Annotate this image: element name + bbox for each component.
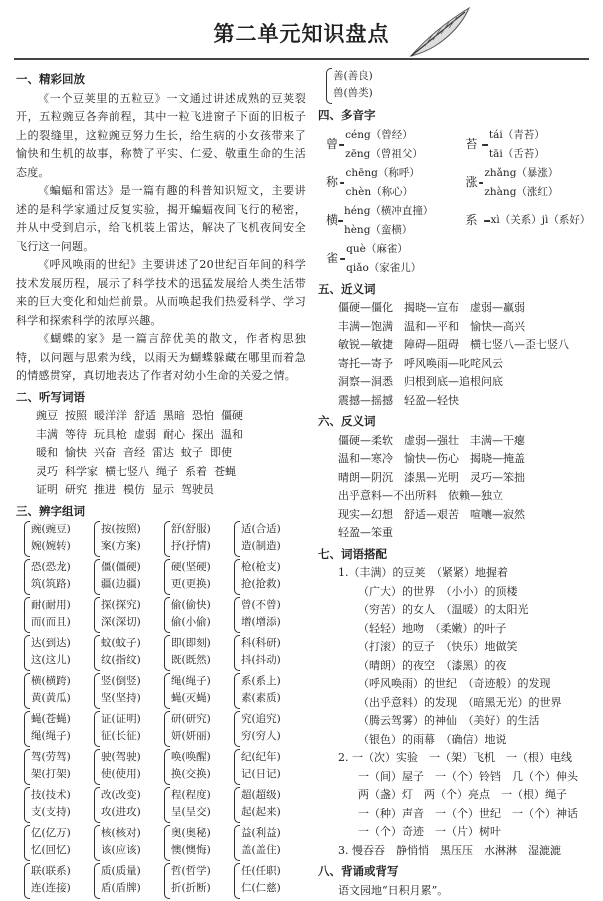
brace — [164, 787, 170, 823]
collocation-line: （穷苦）的女人 （温暖）的太阳光 — [358, 603, 529, 616]
section-heading: 三、辨字组词 — [16, 503, 85, 518]
group-word: 筑(筑路) — [31, 578, 71, 590]
brace — [164, 863, 170, 899]
collocation-line: 2. 一（次）实验 一（架）飞机 一（根）电线 — [338, 751, 572, 764]
vocab-word: 苍蝇 — [214, 464, 236, 478]
brace — [164, 597, 170, 633]
brace — [24, 559, 30, 595]
group-word: 盾(盾牌) — [101, 882, 141, 894]
brace — [484, 220, 490, 222]
character-group — [94, 635, 164, 671]
group-word: 研(研究) — [171, 713, 211, 725]
pinyin-line: tāi（舌苔） — [488, 147, 545, 160]
group-word: 蝇(灭蝇) — [171, 692, 211, 704]
brace — [94, 749, 100, 785]
brace — [94, 521, 100, 557]
group-word: 呈(呈交) — [171, 806, 211, 818]
group-word: 造(制造) — [241, 540, 281, 552]
brace — [340, 182, 345, 184]
recite-text: 语文园地“日积月累”。 — [338, 883, 449, 897]
character-group — [234, 711, 304, 747]
character-group — [326, 68, 593, 104]
collocation-line: （广大）的世界 （小小）的顶楼 — [358, 584, 518, 598]
group-word: 这(这儿) — [31, 654, 71, 666]
group-word: 僵(僵硬) — [101, 561, 141, 573]
collocation-line: （腾云驾雾）的神仙 （美好）的生活 — [358, 714, 540, 727]
polyphone-char: 涨 — [465, 175, 478, 190]
group-word: 妍(妍丽) — [171, 730, 211, 742]
polyphone-row — [318, 164, 593, 202]
vocab-word: 虚弱 — [134, 427, 156, 441]
group-word: 适(合适) — [241, 523, 281, 535]
collocation-line: （出乎意料）的发现 （暗黑无光）的世界 — [358, 695, 562, 709]
brace — [340, 258, 345, 260]
collocation-line: （银色）的雨幕 （确信）地说 — [358, 732, 507, 746]
brace — [234, 521, 240, 557]
collocation-line: 一（间）屋子 一（个）铃铛 几（个）伸头 — [358, 769, 578, 783]
antonym-row: 晴朗—阴沉 漆黑—光明 灵巧—笨拙 — [338, 470, 525, 484]
collocation-line: 一（个）奇迹 一（片）树叶 — [358, 825, 501, 838]
character-group — [234, 521, 304, 557]
group-word: 科(科研) — [241, 637, 281, 649]
group-word: 哲(哲学) — [171, 865, 211, 877]
character-group — [94, 749, 164, 785]
character-group — [24, 521, 94, 557]
group-word: 坚(坚持) — [101, 692, 141, 704]
vocab-word: 灵巧 — [36, 464, 58, 478]
character-group — [24, 863, 94, 899]
polyphone-char: 苔 — [465, 137, 478, 152]
brace — [234, 825, 240, 861]
vocab-row — [16, 444, 306, 463]
group-word: 任(任职) — [241, 865, 281, 877]
group-word: 疆(边疆) — [101, 578, 141, 590]
brace — [94, 635, 100, 671]
brace — [24, 825, 30, 861]
character-group — [164, 749, 234, 785]
character-group — [24, 673, 94, 709]
pinyin-line: héng（横冲直撞） — [343, 205, 434, 217]
brace — [24, 711, 30, 747]
group-word: 联(联系) — [31, 865, 71, 877]
brace — [24, 863, 30, 899]
group-word: 仁(仁慈) — [241, 882, 281, 894]
collocation-line: 两（盏）灯 两（个）亮点 一（根）绳子 — [358, 788, 567, 801]
vocab-word: 恐怕 — [192, 409, 214, 422]
polyphone-char: 雀 — [326, 251, 339, 266]
group-word: 懊(懊悔) — [171, 844, 211, 856]
group-word: 盖(盖住) — [241, 844, 281, 856]
group-word: 忆(回忆) — [31, 844, 71, 856]
pinyin-line: tái（青苔） — [488, 129, 545, 141]
pinyin-line: què（麻雀） — [346, 243, 408, 255]
polyphone-entry — [466, 164, 594, 202]
character-group — [164, 825, 234, 861]
character-group-grid — [24, 521, 306, 901]
vocab-word: 豌豆 — [36, 409, 58, 422]
brace — [24, 749, 30, 785]
group-word: 架(打架) — [31, 768, 71, 780]
synonym-row: 震撼—摇撼 轻盈—轻快 — [338, 393, 459, 407]
character-group — [24, 559, 94, 595]
polyphone-entry — [326, 240, 454, 278]
brace — [164, 673, 170, 709]
vocab-word: 蚊子 — [181, 446, 203, 459]
synonym-row: 僵硬—僵化 揭晓—宣布 虚弱—羸弱 — [338, 301, 525, 314]
brace — [234, 787, 240, 823]
vocab-word: 证明 — [36, 483, 58, 496]
brace — [164, 559, 170, 595]
character-group — [24, 597, 94, 633]
character-group — [94, 559, 164, 595]
collocation-line: （打滚）的豆子 （快乐）地做笑 — [358, 640, 518, 653]
paragraph: 《蝙蝠和雷达》是一篇有趣的科普知识短文，主要讲述的是科学家通过反复实验，揭开蝙蝠夜间飞行的秘密，并从中受到启示，给飞机装上雷达，解决了飞机夜间安全飞行这一问题。 — [16, 184, 306, 253]
group-word: 善(善良) — [333, 70, 373, 82]
antonym-row: 温和—寒冷 愉快—伤心 揭晓—掩盖 — [338, 452, 525, 465]
group-word: 系(系上) — [241, 675, 281, 687]
polyphone-entry — [466, 202, 594, 240]
group-word: 技(技术) — [31, 789, 71, 801]
group-word: 核(核对) — [101, 827, 141, 839]
antonym-list — [318, 432, 593, 543]
section-heading: 五、近义词 — [318, 281, 376, 296]
brace — [164, 711, 170, 747]
collocation-line: （轻轻）地吻 （柔嫩）的叶子 — [358, 621, 507, 635]
group-word: 黄(黄瓜) — [31, 692, 71, 704]
group-word: 攻(进攻) — [101, 806, 141, 818]
vocab-word: 音经 — [123, 446, 145, 459]
section-heading: 七、词语搭配 — [318, 546, 387, 561]
vocab-word: 雷达 — [152, 446, 174, 459]
vocab-word: 研究 — [65, 483, 87, 496]
vocab-word: 黑暗 — [163, 409, 185, 422]
vocab-word: 推进 — [94, 483, 116, 496]
brace — [234, 711, 240, 747]
group-word: 既(既然) — [171, 654, 211, 666]
character-group — [234, 749, 304, 785]
group-word: 豌(豌豆) — [31, 523, 71, 535]
character-group — [234, 825, 304, 861]
brace — [234, 749, 240, 785]
polyphone-row — [318, 202, 593, 240]
polyphone-row — [318, 126, 593, 164]
brace — [339, 144, 344, 146]
character-group — [164, 787, 234, 823]
brace — [164, 749, 170, 785]
pinyin-line: zhǎng（暴涨） — [484, 167, 559, 179]
group-word: 益(利益) — [241, 827, 281, 839]
group-word: 记(日记) — [241, 768, 281, 780]
brace — [24, 635, 30, 671]
group-word: 绳(绳子) — [171, 675, 211, 687]
vocab-word: 绳子 — [156, 464, 178, 478]
vocab-word: 玩具枪 — [94, 427, 127, 441]
group-word: 按(按照) — [101, 523, 141, 535]
brace — [94, 711, 100, 747]
group-word: 亿(亿万) — [31, 827, 71, 839]
group-word: 竖(倒竖) — [101, 675, 141, 687]
group-word: 抒(抒情) — [171, 540, 211, 552]
pinyin-line: chēng（称呼） — [345, 167, 420, 179]
vocab-row — [16, 426, 306, 445]
group-word: 硬(坚硬) — [171, 561, 211, 573]
section-heading: 二、听写词语 — [16, 389, 85, 404]
paragraph: 《一个豆荚里的五粒豆》一文通过讲述成熟的豆荚裂开，五粒豌豆各奔前程，其中一粒飞进窗子下面的旧板子上的裂缝里，这粒豌豆努力生长，给生病的小女孩带来了愉快和生机的故事，称赞了平实、仁爱、敬重生命的生活态度。 — [16, 91, 306, 179]
vocab-word: 科学家 — [65, 464, 98, 478]
polyphone-char: 系 — [465, 213, 478, 228]
right-column — [318, 68, 593, 900]
character-group — [164, 559, 234, 595]
brace — [164, 521, 170, 557]
character-group — [234, 787, 304, 823]
vocab-word: 即使 — [210, 446, 232, 459]
character-group — [234, 673, 304, 709]
group-word: 兽(兽类) — [333, 87, 373, 99]
brace — [164, 635, 170, 671]
brace — [338, 220, 342, 222]
group-word: 达(到达) — [31, 637, 71, 649]
group-word: 案(方案) — [101, 540, 141, 552]
group-word: 超(超级) — [241, 789, 281, 801]
group-word: 程(程度) — [171, 789, 211, 801]
paragraph: 《蝴蝶的家》是一篇言辞优美的散文，作者构思独特，以问题与思索为线，以雨天为蝴蝶躲藏在哪里而着急的情感贯穿，真切地表达了作者对幼小生命的关爱之情。 — [16, 332, 306, 382]
brace — [24, 521, 30, 557]
polyphone-entry — [326, 164, 454, 202]
brace — [326, 68, 332, 104]
polyphone-char: 横 — [326, 213, 339, 228]
brace — [94, 559, 100, 595]
group-word: 该(应该) — [101, 844, 141, 856]
character-group — [94, 825, 164, 861]
brace — [234, 559, 240, 595]
brace — [94, 787, 100, 823]
group-word: 纹(指纹) — [101, 654, 141, 666]
character-group — [94, 673, 164, 709]
vocab-row — [16, 463, 306, 482]
antonym-row: 出乎意料—不出所料 依赖—独立 — [338, 489, 503, 502]
vocab-row — [16, 407, 306, 426]
collocation-item-2 — [318, 749, 593, 842]
character-group — [94, 863, 164, 899]
group-word: 换(交换) — [171, 768, 211, 780]
vocab-word: 等待 — [65, 427, 87, 441]
synonym-row: 丰满—饱满 温和—平和 愉快—高兴 — [338, 319, 525, 333]
character-group — [164, 597, 234, 633]
character-group — [234, 559, 304, 595]
character-group — [164, 521, 234, 557]
group-word: 驾(劳驾) — [31, 751, 71, 763]
group-word: 耐(耐用) — [31, 599, 71, 611]
pinyin-line: qiǎo（家雀儿） — [346, 261, 422, 274]
pinyin-line: zhàng（涨红） — [484, 185, 559, 198]
paragraph: 《呼风唤雨的世纪》主要讲述了20世纪百年间的科学技术发展历程，展示了科学技术的迅猛发展给人类生活带来的巨大变化和灿烂前景。从而唤起我们热爱科学、学习科学和探索科学的浓厚兴趣。 — [16, 258, 306, 327]
vocab-word: 驾驶员 — [181, 483, 214, 496]
vocab-word: 按照 — [65, 409, 87, 422]
brace — [94, 673, 100, 709]
group-word: 质(质量) — [101, 865, 141, 877]
polyphone-char: 曾 — [326, 137, 339, 152]
character-group — [234, 863, 304, 899]
character-group — [234, 597, 304, 633]
vocab-word: 兴奋 — [94, 446, 116, 459]
group-word: 探(探究) — [101, 599, 141, 611]
polyphone-char: 称 — [326, 175, 339, 190]
group-word: 折(折断) — [171, 882, 211, 894]
pinyin-line: hèng（蛮横） — [343, 223, 413, 236]
character-group — [24, 787, 94, 823]
character-group — [24, 749, 94, 785]
group-word: 更(更换) — [171, 578, 211, 590]
group-word: 曾(不曾) — [241, 599, 281, 611]
brace — [234, 673, 240, 709]
character-group — [164, 635, 234, 671]
group-word: 纪(纪年) — [241, 751, 281, 763]
brace — [234, 597, 240, 633]
character-group — [164, 673, 234, 709]
pinyin-line: jì（系好） — [541, 214, 591, 227]
vocab-word: 温和 — [221, 427, 243, 441]
vocab-word: 模仿 — [123, 483, 145, 496]
group-word: 抢(抢救) — [241, 578, 281, 590]
antonym-row: 现实—幻想 舒适—艰苦 喧嚷—寂然 — [338, 507, 525, 521]
brace — [24, 597, 30, 633]
group-word: 枪(枪支) — [241, 561, 281, 573]
group-word: 增(增添) — [241, 616, 281, 628]
synonym-row: 洞察—洞悉 归根到底—追根问底 — [338, 375, 503, 388]
vocab-word: 暖和 — [36, 446, 58, 459]
vocab-word: 耐心 — [163, 427, 185, 441]
group-word: 使(使用) — [101, 768, 141, 780]
synonym-row: 寄托—寄予 呼风唤雨—叱咤风云 — [338, 356, 503, 370]
polyphone-list — [318, 126, 593, 278]
group-word: 征(长征) — [101, 730, 141, 742]
collocation-item-1 — [318, 564, 593, 749]
pinyin-line: zēng（曾祖父） — [345, 147, 423, 160]
collocation-item-3: 3. 慢吞吞 静悄悄 黑压压 水淋淋 湿漉漉 — [338, 843, 561, 857]
polyphone-entry — [326, 202, 454, 240]
pinyin-line: céng（曾经） — [345, 129, 413, 141]
group-word: 即(即刻) — [171, 637, 211, 649]
page-title: 第二单元知识盘点 — [213, 22, 390, 46]
pinyin-line: chèn（称心） — [345, 185, 414, 198]
group-word: 唤(唤醒) — [171, 751, 211, 763]
group-word: 蝇(苍蝇) — [31, 713, 71, 725]
feather-icon — [405, 4, 475, 60]
collocation-line: 一（种）声音 一（个）世纪 一（个）神话 — [358, 806, 578, 820]
dictation-list — [16, 407, 306, 500]
antonym-row: 轻盈—笨重 — [338, 526, 393, 539]
character-group — [164, 863, 234, 899]
antonym-row: 僵硬—柔软 虚弱—强壮 丰满—干瘪 — [338, 433, 525, 447]
vocab-row — [16, 481, 306, 500]
character-group — [234, 635, 304, 671]
vocab-word: 系着 — [185, 464, 207, 478]
vocab-word: 横七竖八 — [105, 464, 149, 478]
vocab-word: 舒适 — [134, 409, 156, 422]
group-word: 究(追究) — [241, 713, 281, 725]
group-word: 连(连接) — [31, 882, 71, 894]
header — [0, 4, 603, 60]
character-group — [94, 787, 164, 823]
vocab-word: 显示 — [152, 483, 174, 496]
character-group — [94, 711, 164, 747]
polyphone-row — [318, 240, 593, 278]
group-word: 抖(抖动) — [241, 654, 281, 666]
group-word: 穷(穷人) — [241, 730, 281, 742]
group-word: 改(改变) — [101, 789, 141, 801]
group-word: 恐(恐龙) — [31, 561, 71, 573]
character-group — [24, 635, 94, 671]
collocation-line: 1.（丰满）的豆荚 （紧紧）地握着 — [338, 566, 508, 579]
character-group — [94, 521, 164, 557]
vocab-word: 僵硬 — [221, 409, 243, 422]
vocab-word: 丰满 — [36, 427, 58, 441]
group-word: 支(支持) — [31, 806, 71, 818]
section-heading: 四、多音字 — [318, 108, 376, 122]
group-word: 素(素质) — [241, 692, 281, 704]
group-word: 起(起来) — [241, 806, 281, 818]
group-word: 证(证明) — [101, 713, 141, 725]
brace — [234, 635, 240, 671]
pinyin-line: xì（关系） — [490, 214, 542, 227]
title-rule — [14, 58, 589, 60]
character-group — [94, 597, 164, 633]
brace — [479, 182, 484, 184]
character-group — [24, 825, 94, 861]
brace — [94, 597, 100, 633]
vocab-word: 愉快 — [65, 446, 87, 459]
section-heading: 八、背诵或背写 — [318, 864, 399, 878]
collocation-line: （晴朗）的夜空 （漆黑）的夜 — [358, 658, 507, 672]
synonym-row: 敏锐—敏捷 障碍—阻碍 横七竖八—歪七竖八 — [338, 338, 569, 351]
brace — [94, 863, 100, 899]
group-word: 而(而且) — [31, 616, 71, 628]
polyphone-entry — [326, 126, 454, 164]
group-word: 深(深切) — [101, 616, 141, 628]
group-word: 驶(驾驶) — [101, 751, 141, 763]
group-word: 横(横跨) — [31, 675, 71, 687]
left-column — [16, 68, 306, 901]
group-word: 奥(奥秘) — [171, 827, 211, 839]
brace — [482, 144, 488, 146]
polyphone-entry — [466, 126, 594, 164]
brace — [24, 673, 30, 709]
brace — [164, 825, 170, 861]
group-word: 绳(绳子) — [31, 730, 71, 742]
vocab-word: 暖洋洋 — [94, 409, 127, 422]
group-word: 蚊(蚊子) — [101, 637, 141, 649]
brace — [94, 825, 100, 861]
section-heading: 六、反义词 — [318, 414, 376, 428]
group-word: 婉(婉转) — [31, 540, 71, 552]
synonym-list — [318, 299, 593, 410]
group-word: 舒(舒服) — [171, 523, 211, 535]
brace — [234, 863, 240, 899]
section-heading: 一、精彩回放 — [16, 72, 85, 86]
group-word: 偷(小偷) — [171, 616, 211, 628]
group-word: 偷(偷快) — [171, 599, 211, 611]
character-group — [24, 711, 94, 747]
collocation-line: （呼风唤雨）的世纪 （奇迹般）的发现 — [358, 677, 551, 690]
brace — [24, 787, 30, 823]
character-group — [164, 711, 234, 747]
vocab-word: 探出 — [192, 427, 214, 441]
